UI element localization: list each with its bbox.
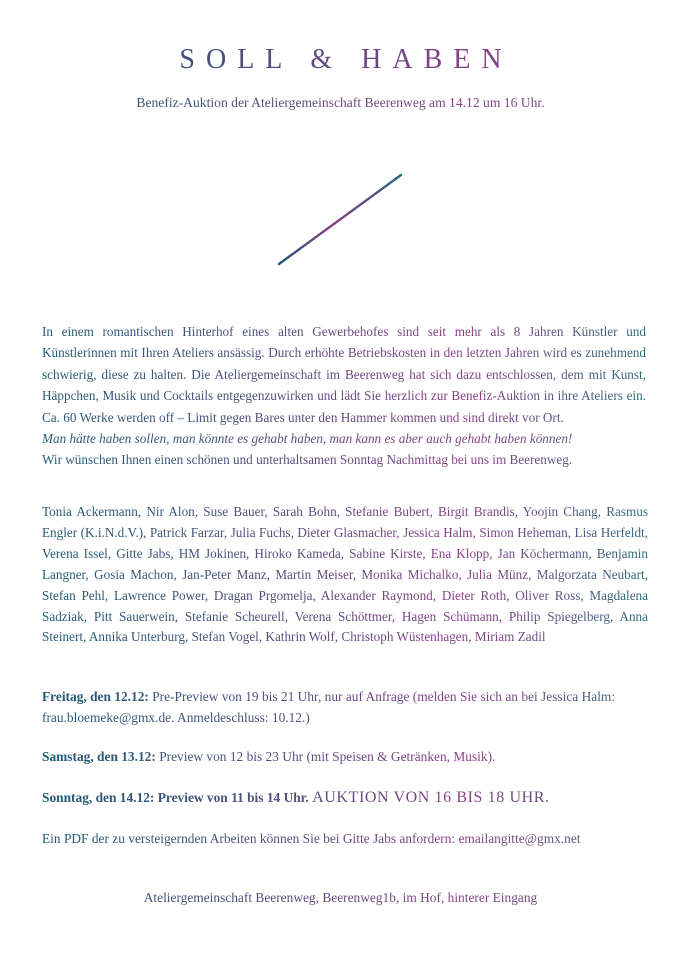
- schedule-sunday: [42, 787, 652, 808]
- intro-text: [42, 321, 646, 471]
- intro-paragraph: In einem romantischen Hinterhof eines alten Gewerbehofes sind seit mehr als 8 Jahren Künstler und Künstlerinnen mit Ihren Ateliers ansässig. Durch erhöhte Betriebskosten in den letzten Jahren wird es zunehmend schwierig, diese zu halten. Die Ateliergemeinschaft im Beerenweg hat sich dazu entschlossen, dem mit Kunst, Häppchen, Musik und Cocktails entgegenzuwirken und lädt Sie herzlich zur Benefiz-Auktion in ihre Ateliers ein. Ca. 60 Werke werden off – Limit gegen Bares unter den Hammer kommen und sind direkt vor Ort.: [42, 324, 646, 425]
- schedule-friday-label: Freitag, den 12.12:: [42, 689, 149, 704]
- intro-closing: Wir wünschen Ihnen einen schönen und unterhaltsamen Sonntag Nachmittag bei uns im Beerenweg.: [42, 452, 573, 468]
- schedule-sunday-auction: AUKTION VON 16 BIS 18 UHR.: [312, 789, 550, 806]
- schedule-friday-text: Pre-Preview von 19 bis 21 Uhr, nur auf Anfrage (melden Sie sich an bei Jessica Halm: frau.bloemeke@gmx.de. Anmeldeschluss: 10.12.): [42, 689, 616, 725]
- schedule-saturday: [42, 746, 652, 767]
- schedule-sunday-label: Sonntag, den 14.12:: [42, 790, 155, 805]
- event-subtitle: Benefiz-Auktion der Ateliergemeinschaft Beerenweg am 14.12 um 16 Uhr.: [0, 95, 681, 111]
- pdf-note: Ein PDF der zu versteigernden Arbeiten können Sie bei Gitte Jabs anfordern: emailangitte@gmx.net: [42, 828, 652, 849]
- schedule-saturday-text: Preview von 12 bis 23 Uhr (mit Speisen & Getränken, Musik).: [159, 749, 496, 764]
- decorative-slash: [276, 172, 406, 268]
- intro-quote: Man hätte haben sollen, man könnte es gehabt haben, man kann es aber auch gehabt haben können!: [42, 431, 573, 447]
- artist-list: Tonia Ackermann, Nir Alon, Suse Bauer, Sarah Bohn, Stefanie Bubert, Birgit Brandis, Yoojin Chang, Rasmus Engler (K.i.N.d.V.), Patrick Farzar, Julia Fuchs, Dieter Glasmacher, Jessica Halm, Simon Heheman, Lisa Herfeldt, Verena Issel, Gitte Jabs, HM Jokinen, Hiroko Kameda, Sabine Kirste, Ena Klopp, Jan Köchermann, Benjamin Langner, Gosia Machon, Jan-Peter Manz, Martin Meiser, Monika Michalko, Julia Münz, Malgorzata Neubart, Stefan Pehl, Lawrence Power, Dragan Prgomelja, Alexander Raymond, Dieter Roth, Oliver Ross, Magdalena Sadziak, Pitt Sauerwein, Stefanie Scheurell, Verena Schöttmer, Hagen Schümann, Philip Spiegelberg, Anna Steinert, Annika Unterburg, Stefan Vogel, Kathrin Wolf, Christoph Wüstenhagen, Miriam Zadil: [42, 502, 648, 648]
- schedule-saturday-label: Samstag, den 13.12:: [42, 749, 156, 764]
- schedule-sunday-preview: Preview von 11 bis 14 Uhr.: [157, 790, 309, 805]
- footer-address: Ateliergemeinschaft Beerenweg, Beerenweg1b, im Hof, hinterer Eingang: [0, 890, 681, 906]
- schedule-friday: [42, 686, 652, 728]
- page-title: SOLL & HABEN: [0, 44, 681, 76]
